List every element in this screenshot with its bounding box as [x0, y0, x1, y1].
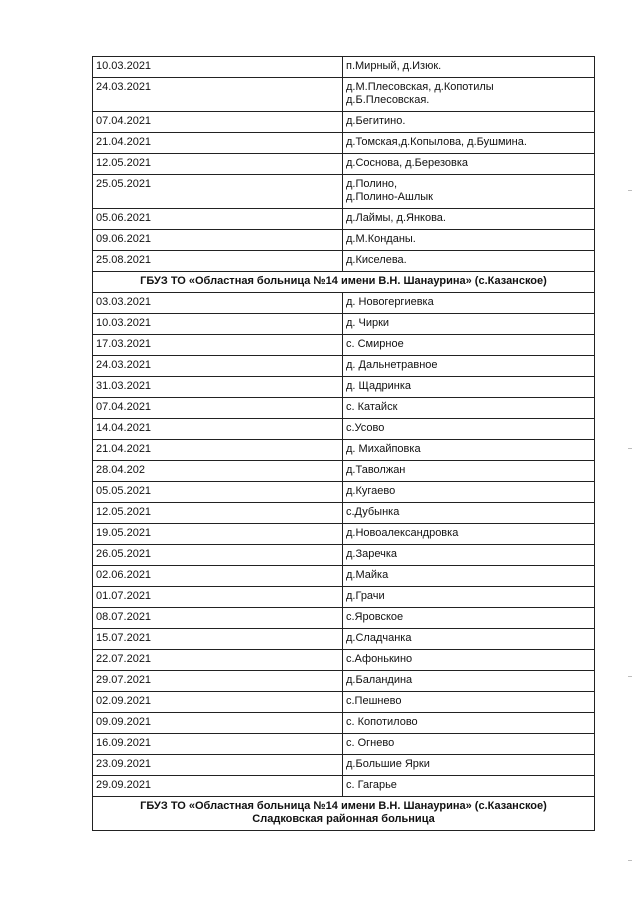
place-cell: с.Дубынка	[343, 503, 595, 524]
table-row	[93, 713, 595, 734]
table-row	[93, 587, 595, 608]
date-cell: 14.04.2021	[93, 419, 343, 440]
date-cell: 05.05.2021	[93, 482, 343, 503]
table-row	[93, 314, 595, 335]
table-row	[93, 629, 595, 650]
table-row	[93, 133, 595, 154]
table-row	[93, 419, 595, 440]
table-row	[93, 776, 595, 797]
date-cell: 29.09.2021	[93, 776, 343, 797]
schedule-table	[92, 56, 595, 831]
date-cell: 21.04.2021	[93, 133, 343, 154]
place-cell: д. Дальнетравное	[343, 356, 595, 377]
place-cell: д. Щадринка	[343, 377, 595, 398]
table-row	[93, 692, 595, 713]
date-cell: 02.06.2021	[93, 566, 343, 587]
place-cell: с.Афонькино	[343, 650, 595, 671]
table-row	[93, 440, 595, 461]
table-row	[93, 566, 595, 587]
date-cell: 15.07.2021	[93, 629, 343, 650]
date-cell: 16.09.2021	[93, 734, 343, 755]
date-cell: 12.05.2021	[93, 503, 343, 524]
place-cell: п.Мирный, д.Изюк.	[343, 57, 595, 78]
table-row	[93, 78, 595, 112]
place-cell: д.Баландина	[343, 671, 595, 692]
place-cell: д.Сладчанка	[343, 629, 595, 650]
place-cell: с. Огнево	[343, 734, 595, 755]
date-cell: 07.04.2021	[93, 112, 343, 133]
date-cell: 12.05.2021	[93, 154, 343, 175]
date-cell: 23.09.2021	[93, 755, 343, 776]
date-cell: 21.04.2021	[93, 440, 343, 461]
place-cell: д.Майка	[343, 566, 595, 587]
date-cell: 05.06.2021	[93, 209, 343, 230]
table-row	[93, 112, 595, 133]
scan-edge-mark	[628, 860, 632, 861]
scan-edge-mark	[628, 448, 632, 449]
table-row	[93, 671, 595, 692]
date-cell: 19.05.2021	[93, 524, 343, 545]
date-cell: 08.07.2021	[93, 608, 343, 629]
date-cell: 24.03.2021	[93, 356, 343, 377]
date-cell: 01.07.2021	[93, 587, 343, 608]
date-cell: 10.03.2021	[93, 314, 343, 335]
table-row	[93, 461, 595, 482]
date-cell: 02.09.2021	[93, 692, 343, 713]
schedule-body	[93, 57, 595, 831]
place-cell: д.М.Плесовская, д.Копотилы д.Б.Плесовская.	[343, 78, 595, 112]
table-row	[93, 545, 595, 566]
table-row	[93, 335, 595, 356]
place-cell: д.Киселева.	[343, 251, 595, 272]
scan-edge-mark	[628, 190, 632, 191]
table-row	[93, 503, 595, 524]
place-cell: д.Таволжан	[343, 461, 595, 482]
date-cell: 17.03.2021	[93, 335, 343, 356]
place-cell: с. Катайск	[343, 398, 595, 419]
table-row	[93, 251, 595, 272]
place-cell: д.Заречка	[343, 545, 595, 566]
place-cell: с.Пешнево	[343, 692, 595, 713]
place-cell: д. Чирки	[343, 314, 595, 335]
date-cell: 03.03.2021	[93, 293, 343, 314]
table-row	[93, 377, 595, 398]
place-cell: с.Яровское	[343, 608, 595, 629]
table-row	[93, 650, 595, 671]
place-cell: д. Новогергиевка	[343, 293, 595, 314]
date-cell: 10.03.2021	[93, 57, 343, 78]
place-cell: д. Михайповка	[343, 440, 595, 461]
table-row	[93, 524, 595, 545]
table-row	[93, 57, 595, 78]
table-row	[93, 230, 595, 251]
place-cell: с. Гагарье	[343, 776, 595, 797]
place-cell: д.М.Конданы.	[343, 230, 595, 251]
date-cell: 25.08.2021	[93, 251, 343, 272]
place-cell: д.Новоалександровка	[343, 524, 595, 545]
place-cell: д.Бегитино.	[343, 112, 595, 133]
table-row	[93, 209, 595, 230]
place-cell: д.Полино, д.Полино-Ашлык	[343, 175, 595, 209]
date-cell: 07.04.2021	[93, 398, 343, 419]
section-header: ГБУЗ ТО «Областная больница №14 имени В.Н. Шанаурина» (с.Казанское) Сладковская районная больница	[93, 797, 595, 831]
date-cell: 09.06.2021	[93, 230, 343, 251]
date-cell: 24.03.2021	[93, 78, 343, 112]
section-header-row	[93, 272, 595, 293]
date-cell: 22.07.2021	[93, 650, 343, 671]
table-row	[93, 356, 595, 377]
place-cell: с.Усово	[343, 419, 595, 440]
scan-edge-mark	[628, 676, 632, 677]
table-row	[93, 154, 595, 175]
table-row	[93, 482, 595, 503]
place-cell: с. Смирное	[343, 335, 595, 356]
place-cell: д.Большие Ярки	[343, 755, 595, 776]
date-cell: 31.03.2021	[93, 377, 343, 398]
document-page	[92, 56, 594, 831]
place-cell: д.Грачи	[343, 587, 595, 608]
table-row	[93, 398, 595, 419]
date-cell: 25.05.2021	[93, 175, 343, 209]
date-cell: 26.05.2021	[93, 545, 343, 566]
table-row	[93, 608, 595, 629]
place-cell: д.Кугаево	[343, 482, 595, 503]
table-row	[93, 734, 595, 755]
place-cell: д.Лаймы, д.Янкова.	[343, 209, 595, 230]
place-cell: д.Соснова, д.Березовка	[343, 154, 595, 175]
place-cell: с. Копотилово	[343, 713, 595, 734]
section-header: ГБУЗ ТО «Областная больница №14 имени В.Н. Шанаурина» (с.Казанское)	[93, 272, 595, 293]
table-row	[93, 175, 595, 209]
date-cell: 29.07.2021	[93, 671, 343, 692]
table-row	[93, 293, 595, 314]
date-cell: 09.09.2021	[93, 713, 343, 734]
place-cell: д.Томская,д.Копылова, д.Бушмина.	[343, 133, 595, 154]
date-cell: 28.04.202	[93, 461, 343, 482]
section-header-row	[93, 797, 595, 831]
table-row	[93, 755, 595, 776]
